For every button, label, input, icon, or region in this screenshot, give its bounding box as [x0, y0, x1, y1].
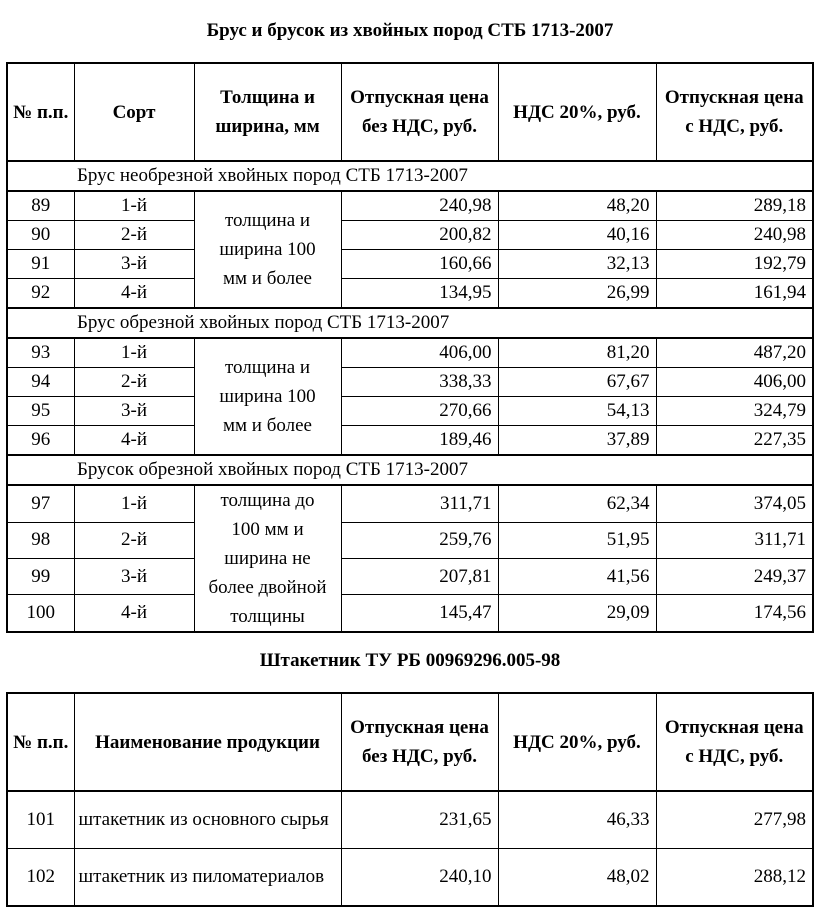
vat-cell: 81,20 — [498, 338, 656, 368]
price-with-vat-cell: 289,18 — [656, 191, 813, 221]
grade-cell: 3-й — [74, 558, 194, 594]
section-label: Брус необрезной хвойных пород СТБ 1713-2007 — [7, 161, 813, 191]
table-row — [7, 368, 813, 397]
price-no-vat-cell: 189,46 — [341, 426, 498, 456]
table-row — [7, 558, 813, 594]
table2-header-row — [7, 693, 813, 791]
row-number: 94 — [7, 368, 74, 397]
vat-cell: 51,95 — [498, 522, 656, 558]
row-number: 95 — [7, 397, 74, 426]
price-with-vat-cell: 324,79 — [656, 397, 813, 426]
grade-cell: 3-й — [74, 397, 194, 426]
table-row — [7, 191, 813, 221]
header-price-with-vat: Отпускная цена с НДС, руб. — [656, 63, 813, 161]
header-product-name: Наименование продукции — [74, 693, 341, 791]
row-number: 89 — [7, 191, 74, 221]
price-no-vat-cell: 338,33 — [341, 368, 498, 397]
price-no-vat-cell: 200,82 — [341, 221, 498, 250]
grade-cell: 1-й — [74, 338, 194, 368]
header-number: № п.п. — [7, 693, 74, 791]
section-row — [7, 161, 813, 191]
price-with-vat-cell: 174,56 — [656, 595, 813, 632]
table-row — [7, 849, 813, 907]
row-number: 100 — [7, 595, 74, 632]
price-with-vat-cell: 374,05 — [656, 485, 813, 522]
price-no-vat-cell: 160,66 — [341, 250, 498, 279]
grade-cell: 4-й — [74, 279, 194, 309]
price-no-vat-cell: 311,71 — [341, 485, 498, 522]
header-price-no-vat: Отпускная цена без НДС, руб. — [341, 63, 498, 161]
grade-cell: 1-й — [74, 485, 194, 522]
row-number: 93 — [7, 338, 74, 368]
header-vat: НДС 20%, руб. — [498, 63, 656, 161]
price-with-vat-cell: 240,98 — [656, 221, 813, 250]
table-row — [7, 221, 813, 250]
header-vat: НДС 20%, руб. — [498, 693, 656, 791]
row-number: 92 — [7, 279, 74, 309]
section-row — [7, 308, 813, 338]
row-number: 96 — [7, 426, 74, 456]
header-grade: Сорт — [74, 63, 194, 161]
price-with-vat-cell: 192,79 — [656, 250, 813, 279]
vat-cell: 26,99 — [498, 279, 656, 309]
row-number: 91 — [7, 250, 74, 279]
vat-cell: 48,02 — [498, 849, 656, 907]
grade-cell: 4-й — [74, 595, 194, 632]
grade-cell: 4-й — [74, 426, 194, 456]
price-no-vat-cell: 240,98 — [341, 191, 498, 221]
row-number: 97 — [7, 485, 74, 522]
price-table-picket — [6, 692, 814, 907]
grade-cell: 3-й — [74, 250, 194, 279]
header-number: № п.п. — [7, 63, 74, 161]
header-price-with-vat: Отпускная цена с НДС, руб. — [656, 693, 813, 791]
header-price-no-vat: Отпускная цена без НДС, руб. — [341, 693, 498, 791]
vat-cell: 62,34 — [498, 485, 656, 522]
vat-cell: 41,56 — [498, 558, 656, 594]
price-with-vat-cell: 311,71 — [656, 522, 813, 558]
product-name-cell: штакетник из пиломатериалов — [74, 849, 341, 907]
price-no-vat-cell: 259,76 — [341, 522, 498, 558]
price-no-vat-cell: 145,47 — [341, 595, 498, 632]
table-row — [7, 522, 813, 558]
vat-cell: 40,16 — [498, 221, 656, 250]
table-row — [7, 426, 813, 456]
price-with-vat-cell: 406,00 — [656, 368, 813, 397]
table-row — [7, 791, 813, 849]
grade-cell: 2-й — [74, 221, 194, 250]
row-number: 99 — [7, 558, 74, 594]
price-no-vat-cell: 406,00 — [341, 338, 498, 368]
table1-title: Брус и брусок из хвойных пород СТБ 1713-2007 — [206, 20, 614, 41]
price-no-vat-cell: 207,81 — [341, 558, 498, 594]
price-with-vat-cell: 161,94 — [656, 279, 813, 309]
vat-cell: 48,20 — [498, 191, 656, 221]
price-no-vat-cell: 231,65 — [341, 791, 498, 849]
header-size: Толщина и ширина, мм — [194, 63, 341, 161]
table-row — [7, 397, 813, 426]
price-no-vat-cell: 270,66 — [341, 397, 498, 426]
vat-cell: 29,09 — [498, 595, 656, 632]
section-row — [7, 455, 813, 485]
price-table-timber — [6, 62, 814, 633]
row-number: 98 — [7, 522, 74, 558]
table-row — [7, 595, 813, 632]
table2-title: Штакетник ТУ РБ 00969296.005-98 — [259, 650, 561, 671]
table-row — [7, 485, 813, 522]
price-with-vat-cell: 249,37 — [656, 558, 813, 594]
price-with-vat-cell: 227,35 — [656, 426, 813, 456]
table-row — [7, 338, 813, 368]
section-label: Брус обрезной хвойных пород СТБ 1713-2007 — [7, 308, 813, 338]
grade-cell: 1-й — [74, 191, 194, 221]
size-cell: толщина и ширина 100 мм и более — [194, 338, 341, 455]
grade-cell: 2-й — [74, 522, 194, 558]
table1-header-row — [7, 63, 813, 161]
section-label: Брусок обрезной хвойных пород СТБ 1713-2007 — [7, 455, 813, 485]
price-no-vat-cell: 134,95 — [341, 279, 498, 309]
vat-cell: 54,13 — [498, 397, 656, 426]
price-with-vat-cell: 288,12 — [656, 849, 813, 907]
row-number: 90 — [7, 221, 74, 250]
vat-cell: 32,13 — [498, 250, 656, 279]
grade-cell: 2-й — [74, 368, 194, 397]
vat-cell: 67,67 — [498, 368, 656, 397]
row-number: 101 — [7, 791, 74, 849]
table-row — [7, 279, 813, 309]
vat-cell: 46,33 — [498, 791, 656, 849]
price-with-vat-cell: 487,20 — [656, 338, 813, 368]
price-with-vat-cell: 277,98 — [656, 791, 813, 849]
size-cell: толщина до 100 мм и ширина не более двойной толщины — [194, 485, 341, 632]
vat-cell: 37,89 — [498, 426, 656, 456]
price-no-vat-cell: 240,10 — [341, 849, 498, 907]
table-row — [7, 250, 813, 279]
row-number: 102 — [7, 849, 74, 907]
product-name-cell: штакетник из основного сырья — [74, 791, 341, 849]
size-cell: толщина и ширина 100 мм и более — [194, 191, 341, 308]
